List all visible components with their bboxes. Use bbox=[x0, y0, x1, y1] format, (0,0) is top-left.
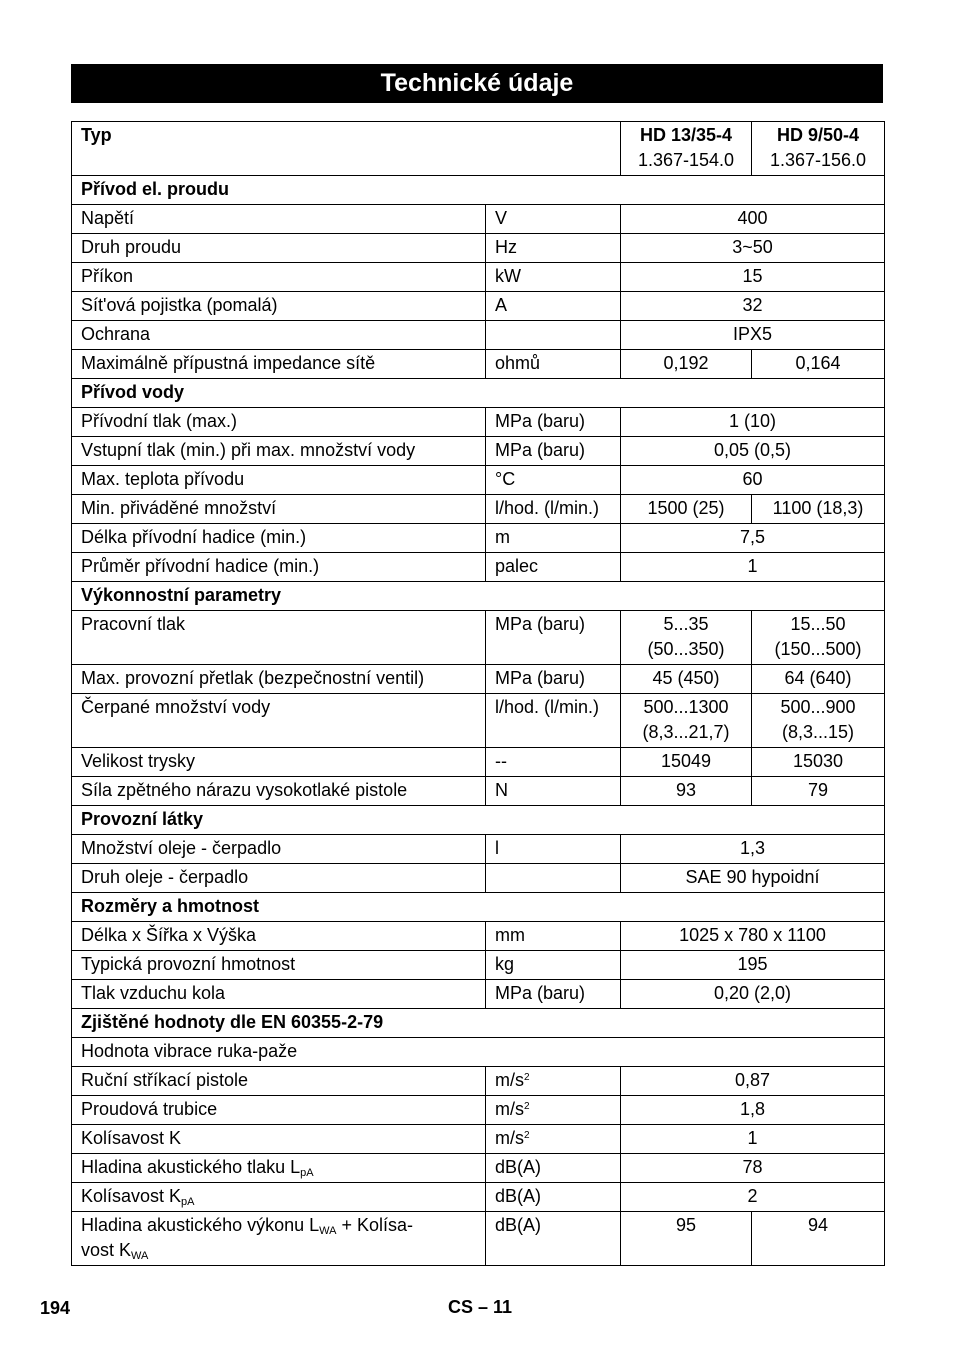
row-value-1: 1500 (25) bbox=[621, 495, 752, 524]
row-value: 78 bbox=[621, 1154, 885, 1183]
table-row bbox=[72, 234, 885, 263]
table-row bbox=[72, 263, 885, 292]
table-header-row bbox=[72, 122, 885, 176]
row-unit: kW bbox=[486, 263, 621, 292]
row-unit: N bbox=[486, 777, 621, 806]
table-row bbox=[72, 1212, 885, 1266]
row-value: 15 bbox=[621, 263, 885, 292]
model-column-1 bbox=[621, 122, 752, 176]
row-label: Sít'ová pojistka (pomalá) bbox=[72, 292, 486, 321]
row-unit: °C bbox=[486, 466, 621, 495]
table-row bbox=[72, 1067, 885, 1096]
row-label: Velikost trysky bbox=[72, 748, 486, 777]
value-line: (150...500) bbox=[774, 639, 862, 659]
row-value-1 bbox=[621, 611, 752, 665]
row-value: IPX5 bbox=[621, 321, 885, 350]
row-value: SAE 90 hypoidní bbox=[621, 864, 885, 893]
row-unit: l/hod. (l/min.) bbox=[486, 495, 621, 524]
section-heading: Rozměry a hmotnost bbox=[72, 893, 885, 922]
row-value-1: 93 bbox=[621, 777, 752, 806]
row-value-2 bbox=[752, 611, 885, 665]
row-value: 1,8 bbox=[621, 1096, 885, 1125]
language-section-marker bbox=[448, 1297, 512, 1318]
value-line: 15...50 bbox=[790, 614, 846, 634]
table-row bbox=[72, 980, 885, 1009]
model-column-2 bbox=[752, 122, 885, 176]
section-heading: Přívod vody bbox=[72, 379, 885, 408]
row-value: 195 bbox=[621, 951, 885, 980]
model-name: HD 9/50-4 bbox=[776, 125, 860, 145]
row-unit: palec bbox=[486, 553, 621, 582]
row-value: 1 bbox=[621, 553, 885, 582]
row-label: Délka x Šířka x Výška bbox=[72, 922, 486, 951]
row-value-1: 0,192 bbox=[621, 350, 752, 379]
row-label: Hodnota vibrace ruka-paže bbox=[72, 1038, 885, 1067]
row-unit: MPa (baru) bbox=[486, 980, 621, 1009]
value-line: 500...900 bbox=[780, 697, 856, 717]
table-row bbox=[72, 777, 885, 806]
row-value: 0,20 (2,0) bbox=[621, 980, 885, 1009]
row-value-1: 45 (450) bbox=[621, 665, 752, 694]
table-row bbox=[72, 553, 885, 582]
value-line: (8,3...15) bbox=[781, 722, 855, 742]
row-unit: MPa (baru) bbox=[486, 665, 621, 694]
table-row bbox=[72, 466, 885, 495]
row-label: Ruční stříkací pistole bbox=[72, 1067, 486, 1096]
model-code: 1.367-156.0 bbox=[769, 150, 867, 170]
row-unit: dB(A) bbox=[486, 1154, 621, 1183]
row-unit: l/hod. (l/min.) bbox=[486, 694, 621, 748]
row-unit: MPa (baru) bbox=[486, 437, 621, 466]
row-label: Kolísavost $K_{pA}$ bbox=[72, 1183, 486, 1212]
row-unit: $m/s^2$ bbox=[486, 1125, 621, 1154]
row-unit: MPa (baru) bbox=[486, 408, 621, 437]
table-row bbox=[72, 1096, 885, 1125]
table-row bbox=[72, 1038, 885, 1067]
row-value: 0,87 bbox=[621, 1067, 885, 1096]
table-row bbox=[72, 350, 885, 379]
row-value-2: 64 (640) bbox=[752, 665, 885, 694]
row-label: Napětí bbox=[72, 205, 486, 234]
row-value: 1 (10) bbox=[621, 408, 885, 437]
row-label: Přívodní tlak (max.) bbox=[72, 408, 486, 437]
row-label: Síla zpětného nárazu vysokotlaké pistole bbox=[72, 777, 486, 806]
row-unit: dB(A) bbox=[486, 1212, 621, 1266]
row-label: Typická provozní hmotnost bbox=[72, 951, 486, 980]
row-unit: l bbox=[486, 835, 621, 864]
row-label: Druh oleje - čerpadlo bbox=[72, 864, 486, 893]
row-label: Druh proudu bbox=[72, 234, 486, 263]
row-label: Min. přiváděné množství bbox=[72, 495, 486, 524]
value-line: (50...350) bbox=[647, 639, 725, 659]
table-row bbox=[72, 951, 885, 980]
row-value: 7,5 bbox=[621, 524, 885, 553]
row-value: 1025 x 780 x 1100 bbox=[621, 922, 885, 951]
row-value: 1 bbox=[621, 1125, 885, 1154]
table-row bbox=[72, 922, 885, 951]
section-heading: Provozní látky bbox=[72, 806, 885, 835]
row-label: Pracovní tlak bbox=[72, 611, 486, 665]
value-line: 500...1300 bbox=[643, 697, 729, 717]
model-code: 1.367-154.0 bbox=[637, 150, 735, 170]
row-label: Délka přívodní hadice (min.) bbox=[72, 524, 486, 553]
row-value: 3~50 bbox=[621, 234, 885, 263]
row-label: Hladina akustického výkonu $L_{WA}$ + Kolísa- vost $K_{WA}$ bbox=[72, 1212, 486, 1266]
page-number: 194 bbox=[40, 1298, 71, 1318]
row-value-2: 94 bbox=[752, 1212, 885, 1266]
section-heading: Zjištěné hodnoty dle EN 60355-2-79 bbox=[72, 1009, 885, 1038]
row-unit: MPa (baru) bbox=[486, 611, 621, 665]
row-unit bbox=[486, 321, 621, 350]
row-label: Příkon bbox=[72, 263, 486, 292]
value-line: 5...35 bbox=[663, 614, 709, 634]
spec-table bbox=[71, 121, 885, 1266]
table-row bbox=[72, 1183, 885, 1212]
type-label: Typ bbox=[72, 122, 621, 176]
table-row bbox=[72, 835, 885, 864]
table-row bbox=[72, 524, 885, 553]
table-row bbox=[72, 611, 885, 665]
row-label: Kolísavost K bbox=[72, 1125, 486, 1154]
row-unit: $m/s^2$ bbox=[486, 1096, 621, 1125]
row-unit: V bbox=[486, 205, 621, 234]
row-value-2: 15030 bbox=[752, 748, 885, 777]
row-unit: $m/s^2$ bbox=[486, 1067, 621, 1096]
page-title: Technické údaje bbox=[71, 64, 883, 103]
row-unit: m bbox=[486, 524, 621, 553]
value-line: (8,3...21,7) bbox=[642, 722, 730, 742]
row-value-2: 79 bbox=[752, 777, 885, 806]
row-unit: mm bbox=[486, 922, 621, 951]
table-row bbox=[72, 495, 885, 524]
row-value-1: 95 bbox=[621, 1212, 752, 1266]
table-row bbox=[72, 437, 885, 466]
table-row bbox=[72, 292, 885, 321]
row-label: Vstupní tlak (min.) při max. množství vody bbox=[72, 437, 486, 466]
row-label: Maximálně přípustná impedance sítě bbox=[72, 350, 486, 379]
row-value-1 bbox=[621, 694, 752, 748]
row-value: 2 bbox=[621, 1183, 885, 1212]
table-row bbox=[72, 864, 885, 893]
table-row bbox=[72, 205, 885, 234]
row-value-1: 15049 bbox=[621, 748, 752, 777]
row-label: Čerpané množství vody bbox=[72, 694, 486, 748]
row-value: 1,3 bbox=[621, 835, 885, 864]
row-unit: dB(A) bbox=[486, 1183, 621, 1212]
row-label: Ochrana bbox=[72, 321, 486, 350]
row-value: 60 bbox=[621, 466, 885, 495]
row-unit: Hz bbox=[486, 234, 621, 263]
table-row bbox=[72, 665, 885, 694]
section-heading: Výkonnostní parametry bbox=[72, 582, 885, 611]
row-label: Množství oleje - čerpadlo bbox=[72, 835, 486, 864]
table-row bbox=[72, 694, 885, 748]
table-row bbox=[72, 748, 885, 777]
row-value-2 bbox=[752, 694, 885, 748]
row-label: Max. teplota přívodu bbox=[72, 466, 486, 495]
row-unit: A bbox=[486, 292, 621, 321]
row-value: 400 bbox=[621, 205, 885, 234]
row-value: 0,05 (0,5) bbox=[621, 437, 885, 466]
table-row bbox=[72, 1154, 885, 1183]
row-label: Tlak vzduchu kola bbox=[72, 980, 486, 1009]
table-row bbox=[72, 1125, 885, 1154]
row-label: Průměr přívodní hadice (min.) bbox=[72, 553, 486, 582]
table-row bbox=[72, 321, 885, 350]
section-number: – 11 bbox=[478, 1297, 513, 1317]
row-label: Max. provozní přetlak (bezpečnostní ventil) bbox=[72, 665, 486, 694]
row-unit: kg bbox=[486, 951, 621, 980]
row-label: Hladina akustického tlaku $L_{pA}$ bbox=[72, 1154, 486, 1183]
table-row bbox=[72, 408, 885, 437]
language-code: CS bbox=[448, 1297, 474, 1317]
row-label: Proudová trubice bbox=[72, 1096, 486, 1125]
section-heading: Přívod el. proudu bbox=[72, 176, 885, 205]
row-unit bbox=[486, 864, 621, 893]
model-name: HD 13/35-4 bbox=[639, 125, 733, 145]
row-value: 32 bbox=[621, 292, 885, 321]
row-unit: ohmů bbox=[486, 350, 621, 379]
row-value-2: 0,164 bbox=[752, 350, 885, 379]
row-value-2: 1100 (18,3) bbox=[752, 495, 885, 524]
row-unit: -- bbox=[486, 748, 621, 777]
